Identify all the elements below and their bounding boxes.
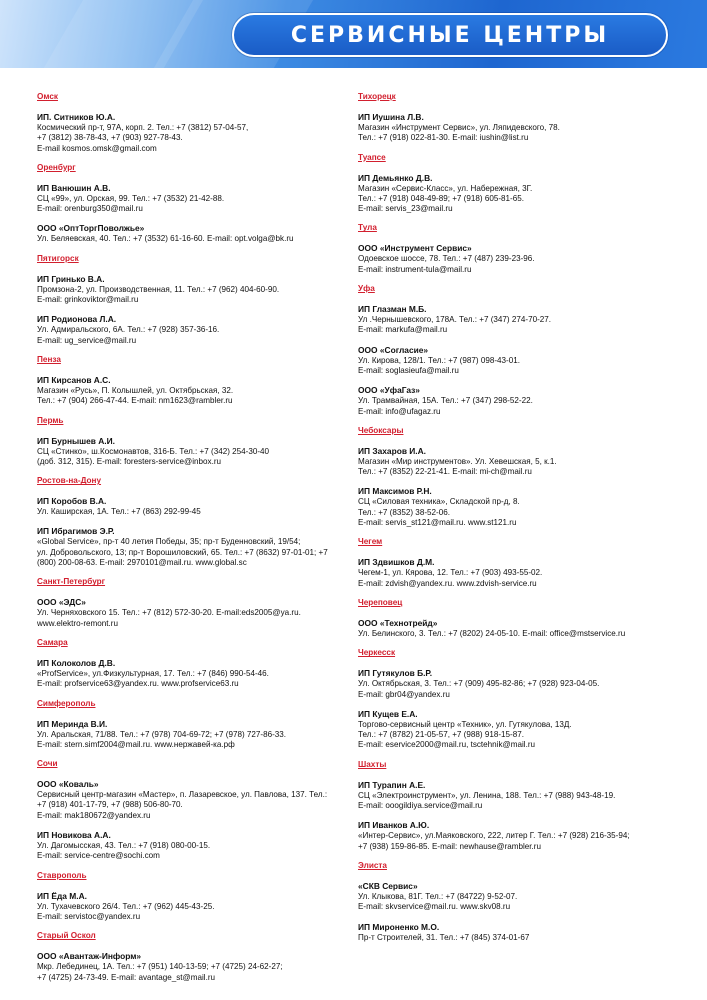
contact-line: E-mail: markufa@mail.ru <box>358 325 448 335</box>
contact-line: E-mail: ooogildiya.service@mail.ru <box>358 801 483 811</box>
contact-line: Магазин «Сервис-Класс», ул. Набережная, 3Г. <box>358 183 533 193</box>
contact-line: Ул. Дагомысская, 43. Тел.: +7 (918) 080-00-15. <box>37 841 211 851</box>
service-center-entry <box>358 385 680 417</box>
contact-line: E-mail: servis_23@mail.ru <box>358 204 453 214</box>
city-heading: Череповец <box>358 597 403 607</box>
service-center-entry <box>37 830 357 862</box>
contact-line: Промзона-2, ул. Производственная, 11. Тел.: +7 (962) 404-60-90. <box>37 284 280 294</box>
service-center-entry <box>358 486 680 528</box>
contact-line: E-mail kosmos.omsk@gmail.com <box>37 143 157 153</box>
contact-line: Одоевское шоссе, 78. Тел.: +7 (487) 239-23-96. <box>358 254 535 264</box>
city-heading: Пенза <box>37 354 61 364</box>
page-title: СЕРВИСНЫЕ ЦЕНТРЫ <box>290 22 610 48</box>
company-name: ООО «ЭДС» <box>37 597 86 608</box>
city-heading: Шахты <box>358 759 387 769</box>
service-center-entry <box>37 314 357 346</box>
company-name: ИП Меринда В.И. <box>37 718 108 729</box>
service-center-entry <box>358 922 680 943</box>
contact-line: Ул. Трамвайная, 15А. Тел.: +7 (347) 298-52-22. <box>358 396 533 406</box>
company-name: ИП Гутякулов Б.Р. <box>358 668 433 679</box>
company-name: ООО «Технотрейд» <box>358 617 438 628</box>
contact-line: Тел.: +7 (8352) 22-21-41. E-mail: mi-ch@mail.ru <box>358 467 532 477</box>
company-name: ООО «УфаГаз» <box>358 385 420 396</box>
contact-line: E-mail: profservice63@yandex.ru. www.profservice63.ru <box>37 679 239 689</box>
header-banner <box>0 0 707 68</box>
contact-line: СЦ «99», ул. Орская, 99. Тел.: +7 (3532) 21-42-88. <box>37 193 225 203</box>
contact-line: ул. Добровольского, 13; пр-т Ворошиловский, 65. Тел.: +7 (8632) 97-01-01; +7 <box>37 547 328 557</box>
company-name: ООО «ОптТоргПоволжье» <box>37 223 145 234</box>
service-center-entry <box>37 658 357 690</box>
contact-line: Тел.: +7 (8782) 21-05-57, +7 (988) 918-15-87. <box>358 730 524 740</box>
company-name: ИП. Ситников Ю.А. <box>37 112 116 122</box>
contact-line: +7 (938) 159-86-85. E-mail: newhause@rambler.ru <box>358 841 541 851</box>
contact-line: Космический пр-т, 97А, корп. 2. Тел.: +7 (3812) 57-04-57, <box>37 123 249 132</box>
contact-line: СЦ «Силовая техника», Складской пр-д, 8. <box>358 497 520 507</box>
city-heading: Черкесск <box>358 648 396 658</box>
contact-line: Чегем-1, ул. Кярова, 12. Тел.: +7 (903) 493-55-02. <box>358 568 543 578</box>
contact-line: «Интер-Сервис», ул.Маяковского, 222, литер Г. Тел.: +7 (928) 216-35-94; <box>358 831 630 841</box>
city-heading: Пятигорск <box>37 253 79 263</box>
contact-line: E-mail: servistoc@yandex.ru <box>37 911 141 921</box>
contact-line: Ул. Октябрьская, 3. Тел.: +7 (909) 495-82-86; +7 (928) 923-04-05. <box>358 679 600 689</box>
service-center-entry <box>37 375 357 407</box>
city-heading: Тихорецк <box>358 92 396 101</box>
city-heading: Ставрополь <box>37 870 87 880</box>
contact-line: +7 (4725) 24-73-49. E-mail: avantage_st@mail.ru <box>37 972 216 982</box>
contact-line: Ул. Белинского, 3. Тел.: +7 (8202) 24-05-10. E-mail: office@mstservice.ru <box>358 628 626 638</box>
city-heading: Санкт-Петербург <box>37 577 106 587</box>
service-center-entry <box>358 243 680 275</box>
service-center-entry <box>358 820 680 852</box>
service-center-entry <box>37 183 357 215</box>
company-name: ИП Иушина Л.В. <box>358 112 424 122</box>
company-name: ИП Иванков А.Ю. <box>358 820 430 831</box>
company-name: ООО «Авантаж-Информ» <box>37 951 142 962</box>
company-name: ИП Колоколов Д.В. <box>37 657 116 668</box>
service-center-entry <box>37 526 357 568</box>
company-name: ИП Бурнышев А.И. <box>37 435 115 446</box>
service-center-entry <box>37 496 357 517</box>
contact-line: СЦ «Стинко», ш.Космонавтов, 316-Б. Тел.: +7 (342) 254-30-40 <box>37 446 270 456</box>
company-name: ИП Ванюшин А.В. <box>37 182 111 193</box>
contact-line: E-mail: info@ufagaz.ru <box>358 406 441 416</box>
contact-line: E-mail: eservice2000@mail.ru, tsctehnik@mail.ru <box>358 740 536 750</box>
contact-line: E-mail: zdvish@yandex.ru. www.zdvish-service.ru <box>358 578 537 588</box>
contact-line: Сервисный центр-магазин «Мастер», п. Лазаревское, ул. Павлова, 137. Тел.: <box>37 790 328 800</box>
contact-line: Магазин «Русь», П. Колышлей, ул. Октябрьская, 32. <box>37 385 234 395</box>
contact-line: E-mail: mak180672@yandex.ru <box>37 810 151 820</box>
service-center-entry <box>37 436 357 468</box>
service-center-entry <box>37 597 357 629</box>
company-name: ИП Родионова Л.А. <box>37 314 117 325</box>
contact-line: Ул. Адмиральского, 6А. Тел.: +7 (928) 357-36-16. <box>37 325 220 335</box>
contact-line: Ул. Черняховского 15. Тел.: +7 (812) 572-30-20. E-mail:eds2005@ya.ru. <box>37 608 301 618</box>
contact-line: Торгово-сервисный центр «Техник», ул. Гутякулова, 13Д. <box>358 719 572 729</box>
service-center-entry <box>358 173 680 215</box>
company-name: ИП Ёда М.А. <box>37 890 87 901</box>
contact-line: E-mail: grinkoviktor@mail.ru <box>37 295 139 305</box>
company-name: ИП Мироненко М.О. <box>358 921 440 932</box>
contact-line: E-mail: servis_st121@mail.ru. www.st121.ru <box>358 518 517 528</box>
city-heading: Симферополь <box>37 698 96 708</box>
contact-line: E-mail: skvservice@mail.ru. www.skv08.ru <box>358 902 511 912</box>
service-center-entry <box>358 709 680 751</box>
contact-line: (доб. 312, 315). E-mail: foresters-service@inbox.ru <box>37 456 222 466</box>
company-name: ИП Новикова А.А. <box>37 830 111 841</box>
city-heading: Чебоксары <box>358 425 404 435</box>
company-name: ИП Здвишков Д.М. <box>358 557 435 568</box>
contact-line: Мкр. Лебединец, 1А. Тел.: +7 (951) 140-13-59; +7 (4725) 24-62-27; <box>37 962 283 972</box>
right-column <box>358 92 680 952</box>
title-badge <box>232 13 668 57</box>
city-heading: Самара <box>37 637 68 647</box>
company-name: ИП Максимов Р.Н. <box>358 486 432 497</box>
city-heading: Уфа <box>358 284 375 294</box>
contact-line: Ул. Аральская, 71/88. Тел.: +7 (978) 704-69-72; +7 (978) 727-86-33. <box>37 729 287 739</box>
contact-line: (800) 200-08-63. E-mail: 2970101@mail.ru. www.global.sc <box>37 558 247 568</box>
contact-line: E-mail: ug_service@mail.ru <box>37 335 137 345</box>
contact-line: Тел.: +7 (918) 022-81-30. E-mail: iushin@list.ru <box>358 133 529 143</box>
contact-line: Пр-т Строителей, 31. Тел.: +7 (845) 374-01-67 <box>358 932 530 942</box>
service-center-entry <box>358 780 680 812</box>
service-center-entry <box>358 557 680 589</box>
city-heading: Туапсе <box>358 152 386 162</box>
service-center-entry <box>37 891 357 923</box>
city-heading: Омск <box>37 92 58 101</box>
service-center-entry <box>37 779 357 821</box>
contact-line: «ProfService», ул.Физкультурная, 17. Тел.: +7 (846) 990-54-46. <box>37 668 269 678</box>
contact-line: Ул. Тухачевского 26/4. Тел.: +7 (962) 445-43-25. <box>37 901 215 911</box>
company-name: ИП Кирсанов А.С. <box>37 374 111 385</box>
company-name: ООО «Согласие» <box>358 344 429 355</box>
service-center-entry <box>37 112 357 154</box>
company-name: ИП Гринько В.А. <box>37 273 105 284</box>
contact-line: +7 (3812) 38-78-43, +7 (903) 927-78-43. <box>37 133 183 143</box>
contact-line: E-mail: service-centre@sochi.com <box>37 851 160 861</box>
service-center-entry <box>358 881 680 913</box>
contact-line: Магазин «Мир инструментов». Ул. Хевешская, 5, к.1. <box>358 456 557 466</box>
contact-line: E-mail: gbr04@yandex.ru <box>358 689 450 699</box>
company-name: ИП Кущев Е.А. <box>358 708 418 719</box>
city-heading: Чегем <box>358 537 383 547</box>
city-heading: Оренбург <box>37 162 76 172</box>
contact-line: Тел.: +7 (918) 048-49-89; +7 (918) 605-81-65. <box>358 193 524 203</box>
contact-line: E-mail: stern.simf2004@mail.ru. www.нержавей-ка.рф <box>37 739 235 749</box>
service-center-entry <box>358 304 680 336</box>
contact-line: E-mail: soglasieufa@mail.ru <box>358 365 459 375</box>
left-column <box>37 92 357 992</box>
city-heading: Старый Оскол <box>37 931 96 941</box>
contact-line: Ул. Клыкова, 81Г. Тел.: +7 (84722) 9-52-07. <box>358 891 518 901</box>
contact-line: www.elektro-remont.ru <box>37 618 118 628</box>
company-name: ООО «Инструмент Сервис» <box>358 243 472 254</box>
company-name: ООО «Коваль» <box>37 779 99 790</box>
service-center-entry <box>37 274 357 306</box>
service-center-entry <box>358 668 680 700</box>
company-name: ИП Коробов В.А. <box>37 496 107 507</box>
company-name: ИП Захаров И.А. <box>358 445 427 456</box>
company-name: «СКВ Сервис» <box>358 880 418 891</box>
service-center-entry <box>37 223 357 244</box>
city-heading: Элиста <box>358 860 387 870</box>
service-center-entry <box>358 345 680 377</box>
contact-line: E-mail: orenburg350@mail.ru <box>37 204 143 214</box>
service-center-entry <box>358 618 680 639</box>
city-heading: Тула <box>358 223 377 233</box>
contact-line: Ул .Чернышевского, 178А. Тел.: +7 (347) 274-70-27. <box>358 315 552 325</box>
service-center-entry <box>358 446 680 478</box>
contact-line: +7 (918) 401-17-79, +7 (988) 506-80-70. <box>37 800 183 810</box>
contact-line: Магазин «Инструмент Сервис», ул. Ляпидевского, 78. <box>358 123 560 132</box>
contact-line: Тел.: +7 (8352) 38-52-06. <box>358 507 450 517</box>
company-name: ИП Ибрагимов Э.Р. <box>37 526 115 537</box>
company-name: ИП Глазман М.Б. <box>358 304 427 315</box>
contact-line: Ул. Кирова, 128/1. Тел.: +7 (987) 098-43-01. <box>358 355 520 365</box>
contact-line: Тел.: +7 (904) 266-47-44. E-mail: nm1623@rambler.ru <box>37 396 233 406</box>
service-center-entry <box>358 112 680 144</box>
city-heading: Ростов-на-Дону <box>37 476 102 486</box>
company-name: ИП Демьянко Д.В. <box>358 172 433 183</box>
service-center-entry <box>37 951 357 983</box>
company-name: ИП Турапин А.Е. <box>358 779 426 790</box>
city-heading: Пермь <box>37 415 64 425</box>
contact-line: Ул. Каширская, 1А. Тел.: +7 (863) 292-99-45 <box>37 507 201 517</box>
contact-line: «Global Service», пр-т 40 летия Победы, 35; пр-т Буденновский, 19/54; <box>37 537 301 547</box>
contact-line: СЦ «Электроинструмент», ул. Ленина, 188. Тел.: +7 (988) 943-48-19. <box>358 790 616 800</box>
contact-line: E-mail: instrument-tula@mail.ru <box>358 264 472 274</box>
city-heading: Сочи <box>37 759 58 769</box>
contact-line: Ул. Беляевская, 40. Тел.: +7 (3532) 61-16-60. E-mail: opt.volga@bk.ru <box>37 234 294 244</box>
service-center-entry <box>37 719 357 751</box>
